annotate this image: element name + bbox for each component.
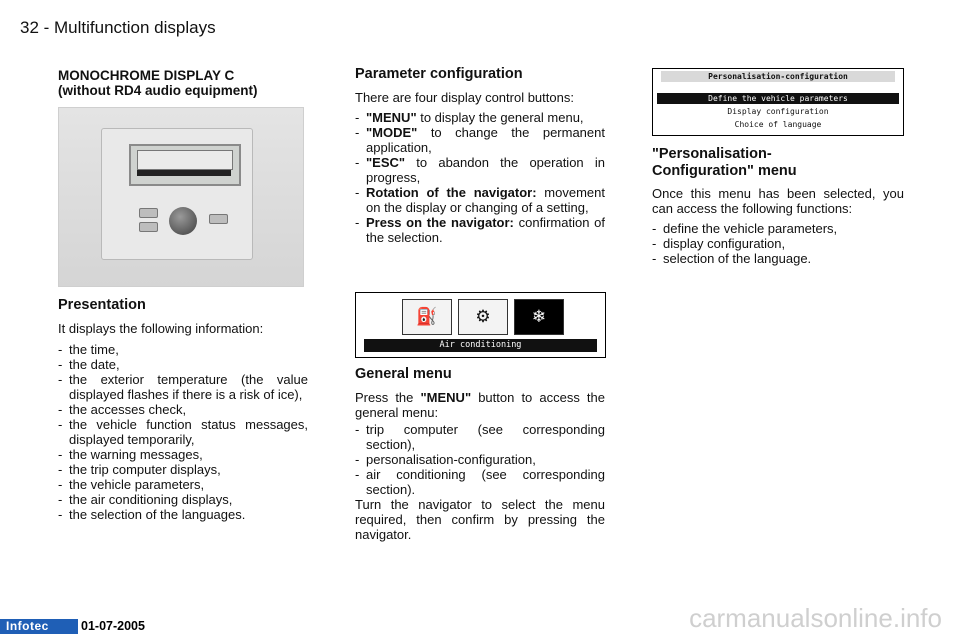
- list-item: - the vehicle function status messages, displayed temporarily,: [58, 417, 308, 447]
- item-text: to change the permanent application,: [366, 125, 605, 155]
- list-item: - the exterior temperature (the value displayed flashes if there is a risk of ice),: [58, 372, 308, 402]
- presentation-heading: Presentation: [58, 297, 146, 313]
- list-item: [355, 185, 605, 215]
- display-unit-photo: [58, 107, 304, 287]
- personalisation-list: [652, 221, 904, 266]
- screen-selection-bar: Air conditioning: [364, 339, 597, 352]
- footer-date: 01-07-2005: [81, 619, 145, 633]
- personalisation-section: [652, 146, 904, 266]
- general-menu-screen: [355, 292, 606, 358]
- list-item: - define the vehicle parameters,: [652, 221, 904, 236]
- item-text: to abandon the operation in progress,: [366, 155, 605, 185]
- general-menu-section: [355, 366, 605, 542]
- intro-post: button to access the general menu:: [355, 390, 606, 420]
- item-text: confirmation of the selection.: [366, 215, 606, 245]
- fuel-pump-icon: ⛽: [416, 307, 438, 327]
- snowflake-icon: ❄: [531, 307, 547, 327]
- presentation-section: [58, 297, 308, 522]
- menu-tiles: [402, 299, 564, 335]
- page-title: 32 - Multifunction displays: [20, 18, 216, 37]
- lcd-display: [129, 144, 241, 186]
- general-menu-intro: [355, 390, 605, 420]
- list-item: - selection of the language.: [652, 251, 904, 266]
- parameter-heading: Parameter configuration: [355, 66, 523, 82]
- left-column: [58, 68, 308, 98]
- item-label: Rotation of the navigator:: [366, 185, 537, 200]
- list-item: - personalisation-configuration,: [355, 452, 605, 467]
- lcd-screen: [137, 150, 233, 170]
- personalisation-screen: [652, 68, 904, 136]
- air-conditioning-tile: [514, 299, 564, 335]
- presentation-list: [58, 342, 308, 522]
- item-label: Press on the navigator:: [366, 215, 514, 230]
- presentation-intro: It displays the following information:: [58, 321, 264, 336]
- item-text: to display the general menu,: [416, 110, 584, 125]
- item-label: "ESC": [366, 155, 406, 170]
- item-label: "MODE": [366, 125, 418, 140]
- heading-line1: "Personalisation-: [652, 146, 772, 162]
- parameter-list: [355, 110, 605, 245]
- list-item: - the trip computer displays,: [58, 462, 308, 477]
- section-title-line2: (without RD4 audio equipment): [58, 83, 258, 98]
- screen-row: Display configuration: [727, 107, 829, 116]
- screen-row-selected: Define the vehicle parameters: [657, 93, 899, 104]
- list-item: [355, 215, 605, 245]
- intro-pre: Press the: [355, 390, 421, 405]
- list-item: [355, 110, 605, 125]
- list-item: - display configuration,: [652, 236, 904, 251]
- list-item: - the air conditioning displays,: [58, 492, 308, 507]
- list-item: - the date,: [58, 357, 308, 372]
- list-item: - the accesses check,: [58, 402, 308, 417]
- navigator-knob: [169, 207, 197, 235]
- menu-button: [139, 208, 158, 218]
- item-text: movement on the display or changing of a setting,: [366, 185, 605, 215]
- list-item: - the vehicle parameters,: [58, 477, 308, 492]
- parameter-section: [355, 66, 605, 245]
- item-label: "MENU": [366, 110, 417, 125]
- general-menu-list: [355, 422, 605, 497]
- brand-badge: Infotec: [0, 619, 78, 634]
- parameter-intro: There are four display control buttons:: [355, 90, 574, 105]
- general-menu-outro: Turn the navigator to select the menu required, then confirm by pressing the navigator.: [355, 497, 605, 542]
- screen-row: Choice of language: [734, 120, 822, 129]
- list-item: - the selection of the languages.: [58, 507, 308, 522]
- lcd-strip: [137, 170, 231, 176]
- list-item: - air conditioning (see corresponding section).: [355, 467, 605, 497]
- list-item: - the warning messages,: [58, 447, 308, 462]
- list-item: [355, 155, 605, 185]
- list-item: - the time,: [58, 342, 308, 357]
- intro-label: "MENU": [420, 390, 472, 405]
- list-item: - trip computer (see corresponding section),: [355, 422, 605, 452]
- personalisation-intro: Once this menu has been selected, you can access the following functions:: [652, 186, 904, 216]
- heading-line2: Configuration" menu: [652, 163, 797, 179]
- screen-title: Personalisation-configuration: [661, 71, 895, 82]
- section-title-line1: MONOCHROME DISPLAY C: [58, 68, 235, 83]
- list-item: [355, 125, 605, 155]
- settings-icon: ⚙: [475, 307, 491, 327]
- trip-computer-tile: [402, 299, 452, 335]
- personalisation-heading: [652, 146, 904, 180]
- general-menu-heading: General menu: [355, 366, 452, 382]
- watermark: carmanualsonline.info: [689, 603, 942, 633]
- mode-button: [139, 222, 158, 232]
- personalisation-tile: [458, 299, 508, 335]
- esc-button: [209, 214, 228, 224]
